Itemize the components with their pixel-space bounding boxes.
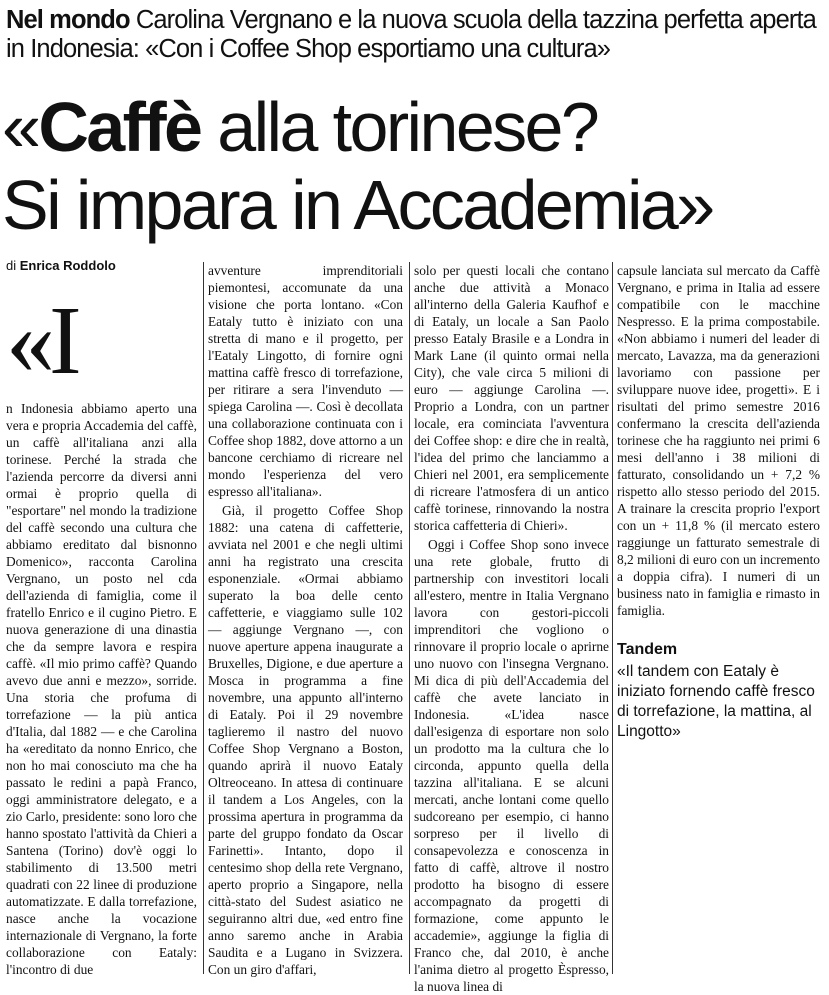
column-3-paragraph-2: Oggi i Coffee Shop sono invece una rete globale, frutto di partnership con investitori locali all'estero, mentre in Italia Vergnano lavora con gestori-piccoli imprenditori che vogliono o rinnovare il proprio locale o aprirne uno nuovo con l'insegna Vergnano. Mi dica di più dell'Accademia del caffè che avete lanciato in Indonesia. «L'idea nasce dall'esigenza di esportare non solo un prodotto ma la cultura che lo circonda, appunto quella della tazzina all'italiana. E se alcuni mercati, anche lontani come quello sudcoreano per esempio, ci hanno sorpreso per il livello di consapevolezza e conoscenza in fatto di caffè, altrove il nostro prodotto ha bisogno di essere accompagnato da progetti di formazione, come appunto le accademie», aggiunge la figlia di Franco che, dal 2010, è anche l'anima dietro al progetto Èspresso, la nuova linea di (414, 537, 609, 994)
headline (2, 88, 827, 244)
column-2-paragraph-2: Già, il progetto Coffee Shop 1882: una catena di caffetterie, avviata nel 2001 e che negli ultimi anni ha registrato una crescita esponenziale. «Ormai abbiamo superato la boa delle cento caffetterie, e viaggiamo sulle 102 — aggiunge Vergnano —, con nuove aperture appena inaugurate a Bruxelles, Digione, e due aperture a Mosca in programma a fine novembre, una appunto all'interno di Eataly. Poi il 29 novembre taglieremo il nastro del nuovo Coffee Shop Vergnano a Boston, quando aprirà il nuovo Eataly Oltreoceano. In attesa di continuare il tandem a Los Angeles, con la prossima apertura in programma da parte del gruppo fondato da Oscar Farinetti». Intanto, dopo il centesimo shop della rete Vergnano, aperto proprio a Singapore, nella città-stato del Sudest asiatico ne seguiranno altri due, «ed entro fine anno saremo anche in Arabia Saudita e a Lugano in Svizzera. Con un giro d'affari, (208, 503, 403, 977)
column-4-paragraph-1: capsule lanciata sul mercato da Caffè Vergnano, e prima in Italia ad essere compatibile con le macchine Nespresso. E la prima compostabile. «Non abbiamo i numeri del leader di mercato, Lavazza, ma da generazioni lavoriamo con passione per sviluppare nuove idee, progetti». E i risultati del primo semestre 2016 confermano la crescita dell'azienda torinese che ha raggiunto nei primi 6 mesi dell'anno i 38 milioni di fatturato, consolidando un + 7,2 % rispetto allo stesso periodo del 2015. A trainare la crescita proprio l'export con un + 11,8 % (il mercato estero raggiunge un fatturato semestrale di 8,2 milioni di euro con un incremento a doppia cifra). I numeri di un business nato in famiglia e rimasto in famiglia. (617, 263, 820, 618)
sidebar-pull-quote: «Il tandem con Eataly è iniziato fornendo caffè fresco di torrefazione, la mattina, al Lingotto» (617, 663, 815, 740)
column-2-paragraph-1: avventure imprenditoriali piemontesi, accomunate da una visione che porta lontano. «Con Eataly tutto è iniziato con una stretta di mano e il progetto, per l'Eataly Lingotto, di fornire ogni mattina caffè fresco di torrefazione, per ritirare a sera l'invenduto — spiega Carolina —. Così è decollata una collaborazione continuata con i Coffee shop 1882, dove attorno a un bancone cerchiamo di ricreare nel mondo l'esperienza del vero espresso all'italiana». (208, 263, 403, 499)
article-column-1 (6, 400, 197, 976)
headline-bold-word: Caffè (38, 88, 201, 166)
sidebar-title: Tandem (617, 641, 678, 658)
column-3-paragraph-1: solo per questi locali che contano anche due attività a Monaco all'interno della Galeria Kaufhof e di Eataly, un locale a San Paolo presso Eataly Brasile e a Londra in Mark Lane (il quinto ormai nella City), che vale circa 5 milioni di euro — aggiunge Carolina —. Proprio a Londra, con un partner locale, era cominciata l'avventura dei Coffee shop: e dire che in realtà, l'idea del primo che lanciammo a Chieri nel 2001, era semplicemente di ricreare l'atmosfera di un antico caffè torinese, rinnovando la nostra storica caffetteria di Chieri». (414, 263, 609, 533)
article-column-4 (617, 262, 820, 638)
column-divider (409, 262, 410, 974)
column-1-paragraph-1: n Indonesia abbiamo aperto una vera e propria Accademia del caffè, un caffè all'italiana anzi alla torinese. Perché la strada che l'azienda percorre da diversi anni ormai è proprio quella di "esportare" nel mondo la tradizione del caffè secondo una cultura che abbiamo ereditato dal bisnonno Domenico», racconta Carolina Vergnano, un posto nel cda dell'azienda di famiglia, come il fratello Enrico e il cugino Pietro. E nuova generazione di una dinastia che da sempre lavora e respira caffè. «Il mio primo caffè? Quando avevo due anni e mezzo», sorride. Una storia che profuma di torrefazione — la più antica d'Italia, dal 1882 — e che Carolina ha «ereditato da nonno Enrico, che non ho mai conosciuto ma che ha passato le redini a papà Franco, oggi amministratore delegato, e a zio Carlo, presidente: sono loro che hanno spostato l'attività da Chieri a Santena (Torino) dov'è oggi lo stabilimento di 13.500 metri quadrati con 22 linee di produzione automatizzate. E dalla torrefazione, nasce anche la vocazione internazionale di Vergnano, la forte collaborazione con Eataly: l'incontro di due (6, 401, 197, 977)
byline-prefix: di (6, 258, 17, 273)
headline-line-2: Si impara in Accademia» (2, 166, 713, 244)
article-column-2 (208, 262, 403, 976)
kicker-label: Nel mondo (6, 6, 130, 34)
kicker-text: Carolina Vergnano e la nuova scuola della tazzina perfetta aperta in Indonesia: «Con i Coffee Shop esportiamo una cultura» (6, 6, 816, 63)
byline-author: Enrica Roddolo (19, 258, 116, 273)
headline-line-1 (2, 88, 827, 166)
headline-line-1-rest: alla torinese? (200, 88, 598, 166)
dropcap: «I (6, 287, 76, 395)
article-column-3 (414, 262, 609, 994)
column-divider (612, 262, 613, 974)
kicker (6, 6, 821, 64)
headline-open-quote: « (2, 88, 39, 166)
byline (6, 258, 116, 273)
column-divider (203, 262, 204, 974)
